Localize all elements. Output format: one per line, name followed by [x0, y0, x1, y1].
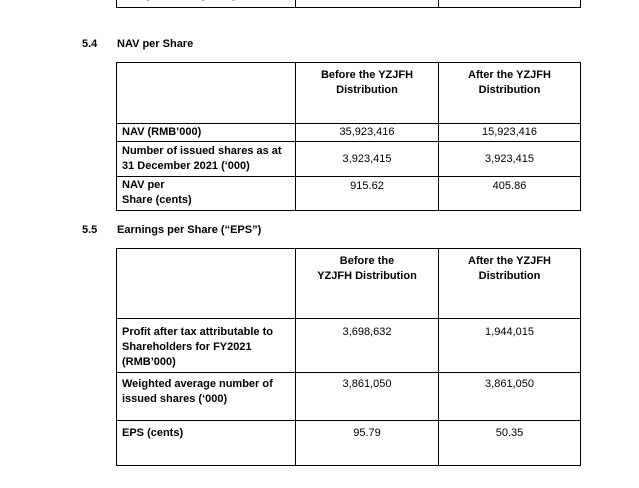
section-5-5-title: Earnings per Share (“EPS”)	[117, 224, 262, 236]
nav-row-label: NAV (RMB’000)	[117, 124, 296, 142]
profit-before-value: 3,698,632	[296, 319, 439, 373]
nta-before-value	[296, 0, 439, 8]
nav-after-value: 15,923,416	[439, 124, 581, 142]
eps-after-value: 50.35	[439, 421, 581, 466]
nav-per-share-label	[117, 177, 296, 211]
issued-shares-after-value: 3,923,415	[439, 142, 581, 177]
nav-header-after-line1: After the YZJFH	[468, 69, 551, 81]
section-5-4-title: NAV per Share	[117, 38, 194, 50]
table-row	[117, 373, 581, 421]
nav-header-before-line2: Distribution	[336, 84, 398, 96]
table-row	[117, 177, 581, 211]
profit-after-tax-label	[117, 319, 296, 373]
eps-table	[116, 248, 581, 466]
issued-shares-label-line2: 31 December 2021 (‘000)	[122, 160, 250, 172]
profit-after-value: 1,944,015	[439, 319, 581, 373]
nav-before-value: 35,923,416	[296, 124, 439, 142]
eps-header-before	[296, 249, 439, 319]
nta-per-share-label	[117, 0, 296, 8]
nav-per-share-table	[116, 62, 581, 211]
weighted-average-before-value: 3,861,050	[296, 373, 439, 421]
eps-header-after	[439, 249, 581, 319]
nav-header-empty-cell	[117, 63, 296, 124]
eps-header-before-line2: YZJFH Distribution	[317, 270, 417, 282]
nav-header-before-line1: Before the YZJFH	[320, 69, 414, 81]
nav-per-share-before-value: 915.62	[296, 177, 439, 211]
eps-header-empty-cell	[117, 249, 296, 319]
nav-header-after-line2: Distribution	[478, 84, 541, 96]
eps-label: EPS (cents)	[117, 421, 296, 466]
nav-header-after	[439, 63, 581, 124]
nta-table-partial	[116, 0, 581, 8]
eps-header-before-line1: Before the	[339, 255, 395, 267]
eps-before-value: 95.79	[296, 421, 439, 466]
table-row	[117, 142, 581, 177]
table-row	[117, 421, 581, 466]
eps-header-after-line1: After the YZJFH	[468, 255, 551, 267]
section-5-4-number: 5.4	[82, 38, 98, 50]
weighted-average-label	[117, 373, 296, 421]
profit-label-line2: Shareholders for FY2021	[122, 341, 252, 353]
issued-shares-label	[117, 142, 296, 177]
nav-per-share-label-line1: NAV per	[122, 179, 165, 191]
nta-after-value	[439, 0, 581, 8]
issued-shares-label-line1: Number of issued shares as at	[122, 145, 282, 157]
weighted-average-label-line2: issued shares (‘000)	[122, 393, 228, 405]
profit-label-line3: (RMB’000)	[122, 356, 176, 368]
nav-per-share-after-value: 405.86	[439, 177, 581, 211]
weighted-average-after-value: 3,861,050	[439, 373, 581, 421]
profit-label-line1: Profit after tax attributable to	[122, 326, 273, 338]
issued-shares-before-value: 3,923,415	[296, 142, 439, 177]
section-5-5-number: 5.5	[82, 224, 98, 236]
eps-header-after-line2: Distribution	[478, 270, 541, 282]
table-row	[117, 319, 581, 373]
table-row	[117, 124, 581, 142]
nav-per-share-label-line2: Share (cents)	[122, 194, 192, 206]
nav-header-before	[296, 63, 439, 124]
weighted-average-label-line1: Weighted average number of	[122, 378, 273, 390]
